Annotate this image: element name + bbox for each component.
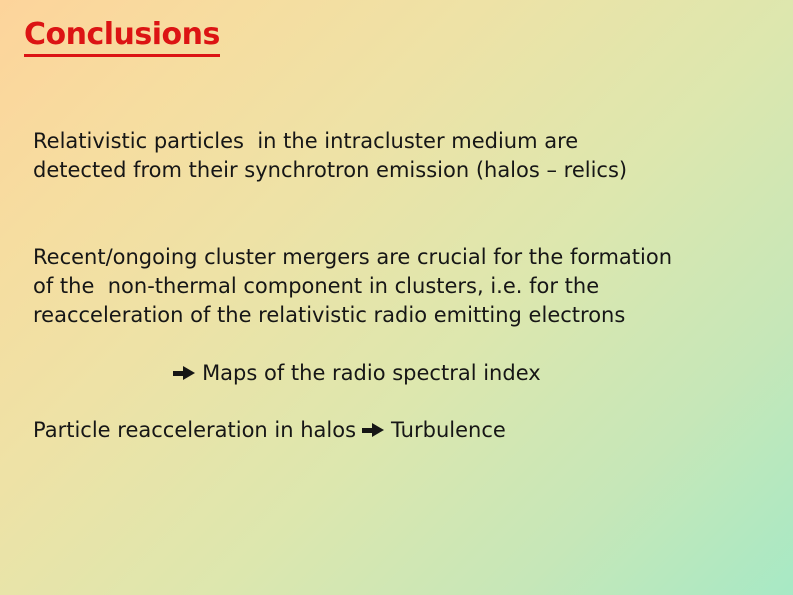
arrow-bullet-line: [33, 330, 773, 417]
text-segment: Turbulence: [391, 418, 506, 442]
right-arrow-icon: [173, 366, 195, 381]
paragraph-turbulence: [33, 416, 773, 445]
slide-title: Conclusions: [24, 18, 220, 57]
paragraph-synchrotron: [33, 127, 773, 185]
paragraph-mergers: [33, 243, 773, 417]
arrow-head: [372, 423, 384, 437]
arrow-line-text: Maps of the radio spectral index: [202, 361, 541, 385]
text-line: reacceleration of the relativistic radio emitting electrons: [33, 303, 626, 327]
text-segment: Particle reacceleration in halos: [33, 418, 357, 442]
right-arrow-icon: [362, 423, 384, 438]
text-line: of the non-thermal component in clusters, i.e. for the: [33, 274, 600, 298]
text-line: detected from their synchrotron emission (halos – relics): [33, 158, 628, 182]
arrow-head: [183, 366, 195, 380]
text-line: Recent/ongoing cluster mergers are crucial for the formation: [33, 245, 673, 269]
text-line: Relativistic particles in the intracluster medium are: [33, 129, 579, 153]
